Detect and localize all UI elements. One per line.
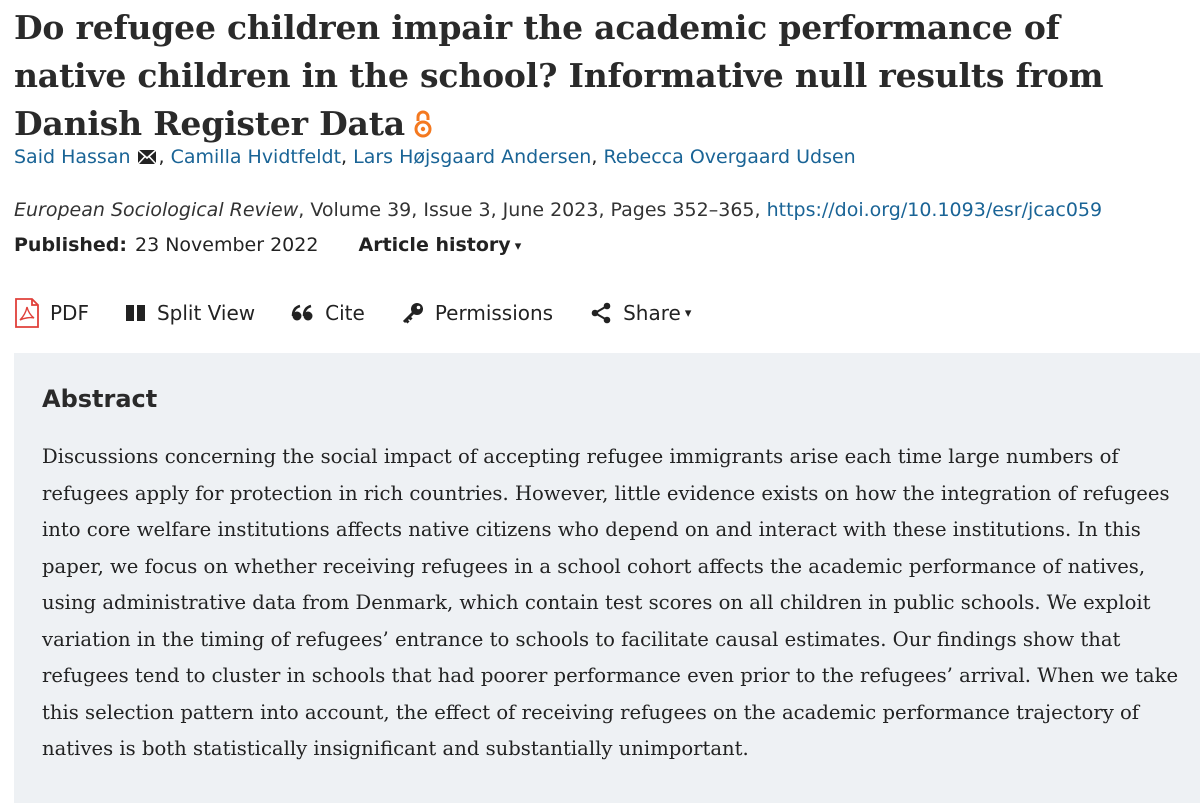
article-history-label: Article history xyxy=(358,234,511,256)
pdf-icon xyxy=(14,298,40,328)
article-title xyxy=(14,4,1164,152)
abstract-text: Discussions concerning the social impact of accepting refugee immigrants arise each time large numbers of refugees apply for protection in rich countries. However, little evidence exists on how the integration of refugees into core welfare institutions affects native citizens who depend on and interact with these institutions. In this paper, we focus on whether receiving refugees in a school cohort affects the academic performance of natives, using administrative data from Denmark, which contain test scores on all children in public schools. We exploit variation in the timing of refugees’ entrance to schools to facilitate causal estimates. Our findings show that refugees tend to cluster in schools that had poorer performance even prior to the refugees’ arrival. When we take this selection pattern into account, the effect of receiving refugees on the academic performance trajectory of natives is both statistically insignificant and substantially unimportant. xyxy=(42,445,1179,760)
pdf-button[interactable] xyxy=(14,298,89,328)
citation-details: , Volume 39, Issue 3, June 2023, Pages 352–365, xyxy=(298,199,767,221)
key-icon xyxy=(401,301,425,325)
share-icon xyxy=(589,301,613,325)
split-view-label: Split View xyxy=(156,301,256,325)
article-toolbar xyxy=(14,296,727,330)
author-link-2[interactable]: Camilla Hvidtfeldt xyxy=(170,146,342,168)
abstract-section xyxy=(14,353,1200,803)
journal-name: European Sociological Review xyxy=(14,199,299,221)
author-link-1[interactable]: Said Hassan xyxy=(14,146,131,168)
article-history-toggle[interactable] xyxy=(359,234,522,256)
share-button[interactable] xyxy=(589,301,691,325)
permissions-button[interactable] xyxy=(401,301,553,325)
abstract-heading: Abstract xyxy=(42,385,158,413)
split-view-icon xyxy=(125,303,147,323)
doi-link[interactable]: https://doi.org/10.1093/esr/jcac059 xyxy=(766,199,1103,221)
pdf-label: PDF xyxy=(50,301,89,325)
email-icon[interactable] xyxy=(137,144,157,174)
quote-icon xyxy=(291,303,315,323)
cite-button[interactable] xyxy=(291,301,365,325)
article-title-text: Do refugee children impair the academic performance of native children in the school? Informative null results from Danish Register Data xyxy=(14,8,1104,143)
published-date: 23 November 2022 xyxy=(135,234,319,256)
author-list xyxy=(14,142,856,174)
share-label: Share xyxy=(623,301,681,325)
published-label: Published: xyxy=(14,234,127,256)
author-separator: , xyxy=(158,146,165,168)
chevron-down-icon: ▾ xyxy=(684,305,692,321)
citation-line xyxy=(14,196,1102,224)
author-separator: , xyxy=(591,146,598,168)
split-view-button[interactable] xyxy=(125,301,255,325)
author-link-4[interactable]: Rebecca Overgaard Udsen xyxy=(603,146,856,168)
author-link-3[interactable]: Lars Højsgaard Andersen xyxy=(353,146,592,168)
chevron-down-icon: ▾ xyxy=(514,239,522,254)
permissions-label: Permissions xyxy=(434,301,554,325)
publication-row xyxy=(14,230,521,262)
cite-label: Cite xyxy=(325,301,365,325)
author-separator: , xyxy=(341,146,348,168)
